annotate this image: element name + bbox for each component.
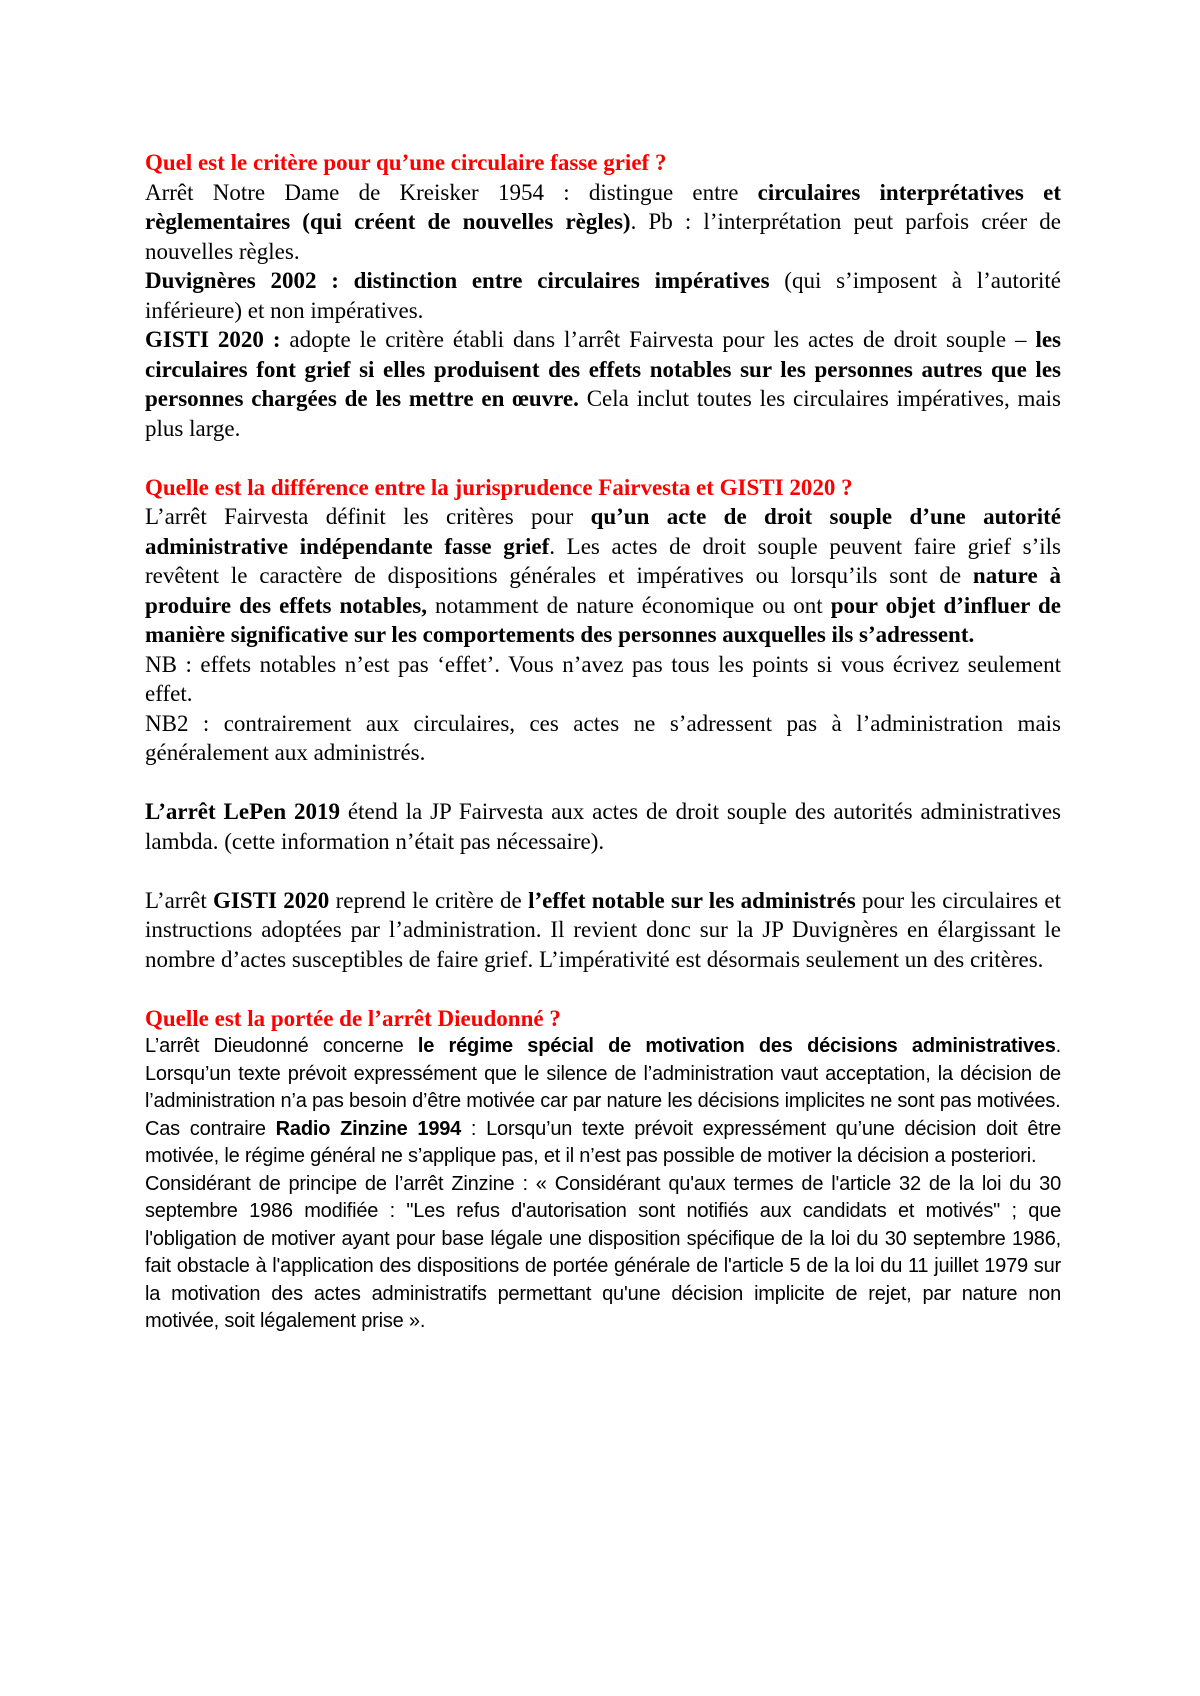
- bold-run: Duvignères 2002 : distinction entre circulaires impératives: [145, 268, 770, 293]
- paragraph-dieudonne: [145, 1033, 1061, 1116]
- paragraph-gisti-2020: [145, 886, 1061, 975]
- text-run: : Lorsqu’un texte prévoit expressément qu’une décision doit être motivée, le régime général ne s’applique pas, et il n’est pas possible de motiver la décision a posteriori.: [145, 1117, 1062, 1167]
- text-run: adopte le critère établi dans l’arrêt Fairvesta pour les actes de droit souple –: [280, 327, 1036, 352]
- text-run: Arrêt Notre Dame de Kreisker 1954 : distingue entre: [145, 179, 758, 205]
- spacer: [145, 768, 1061, 798]
- spacer: [145, 856, 1061, 886]
- bold-run: Radio Zinzine 1994: [275, 1117, 462, 1140]
- bold-run: GISTI 2020 :: [145, 327, 281, 352]
- text-run: reprend le critère de: [329, 887, 529, 913]
- bold-run: l’effet notable sur les administrés: [528, 887, 856, 913]
- paragraph-radio-zinzine: [145, 1116, 1061, 1171]
- text-run: Cela inclut toutes les circulaires impératives, mais plus large.: [145, 386, 1061, 441]
- paragraph-fairvesta: [145, 502, 1061, 650]
- text-run: Cas contraire: [145, 1117, 276, 1140]
- paragraph-duvigneres: [145, 266, 1061, 325]
- bold-run: GISTI 2020: [213, 887, 330, 913]
- section-fairvesta-gisti: [145, 473, 1061, 975]
- text-run: L’arrêt Dieudonné concerne: [145, 1035, 418, 1057]
- paragraph-gisti: [145, 325, 1061, 443]
- section-heading: Quelle est la différence entre la jurisprudence Fairvesta et GISTI 2020 ?: [145, 474, 853, 500]
- paragraph-lepen: [145, 797, 1061, 856]
- text-run: étend la JP Fairvesta aux actes de droit souple des autorités administratives lambda. (cette information n’était pas nécessaire).: [145, 799, 1061, 854]
- bold-run: pour objet d’influer de manière significative sur les comportements des personnes auxquelles ils s’adressent.: [145, 592, 1061, 647]
- spacer: [145, 443, 1061, 473]
- text-run: pour les circulaires et instructions adoptées par l’administration. Il revient donc sur la JP Duvignères en élargissant le nombre d’actes susceptibles de faire grief. L’impérativité est désormais seulement un des critères.: [145, 887, 1061, 972]
- bold-run: nature à produire des effets notables,: [145, 563, 1061, 618]
- section-dieudonne: [145, 1004, 1061, 1336]
- text-run: . Lorsqu’un texte prévoit expressément que le silence de l’administration vaut acceptation, la décision de l’administration n’a pas besoin d’être motivée car par nature les décisions implicites ne sont pas motivées.: [145, 1035, 1061, 1112]
- text-run: L’arrêt Fairvesta définit les critères pour: [145, 504, 591, 529]
- section-circulaire-grief: [145, 148, 1061, 443]
- bold-run: L’arrêt LePen 2019: [145, 799, 341, 824]
- text-run: notamment de nature économique ou ont: [427, 592, 831, 618]
- document-page: [145, 148, 1061, 1336]
- bold-run: le régime spécial de motivation des décisions administratives: [417, 1035, 1056, 1057]
- text-run: . Pb : l’interprétation peut parfois créer de nouvelles règles.: [145, 209, 1062, 264]
- paragraph-kreisker: [145, 178, 1061, 267]
- bold-run: les circulaires font grief si elles produisent des effets notables sur les personnes autres que les personnes chargées de les mettre en œuvre.: [145, 327, 1061, 411]
- paragraph-considerant: Considérant de principe de l’arrêt Zinzine : « Considérant qu'aux termes de l'article 32 de la loi du 30 septembre 1986 modifiée : "Les refus d'autorisation sont notifiés aux candidats et motivés" ; que l'obligation de motiver ayant pour base légale une disposition spécifique de la loi du 30 septembre 1986, fait obstacle à l'application des dispositions de portée générale de l'article 5 de la loi du 11 juillet 1979 sur la motivation des actes administratifs permettant qu'une décision implicite de rejet, par nature non motivée, soit légalement prise ».: [145, 1172, 1061, 1332]
- paragraph-nb2: NB2 : contrairement aux circulaires, ces actes ne s’adressent pas à l’administration mais généralement aux administrés.: [145, 710, 1061, 765]
- section-heading: Quel est le critère pour qu’une circulaire fasse grief ?: [145, 150, 667, 175]
- paragraph-nb: NB : effets notables n’est pas ‘effet’. Vous n’avez pas tous les points si vous écrivez seulement effet.: [145, 651, 1061, 706]
- bold-run: circulaires interprétatives et règlementaires (qui créent de nouvelles règles): [145, 179, 1061, 234]
- section-heading: Quelle est la portée de l’arrêt Dieudonné ?: [145, 1005, 561, 1031]
- text-run: (qui s’imposent à l’autorité inférieure) et non impératives.: [145, 268, 1061, 323]
- spacer: [145, 974, 1061, 1004]
- text-run: L’arrêt: [145, 887, 214, 913]
- text-run: . Les actes de droit souple peuvent faire grief s’ils revêtent le caractère de dispositions générales et impératives ou lorsqu’ils sont de: [145, 533, 1062, 588]
- bold-run: qu’un acte de droit souple d’une autorité administrative indépendante fasse grief: [145, 504, 1061, 559]
